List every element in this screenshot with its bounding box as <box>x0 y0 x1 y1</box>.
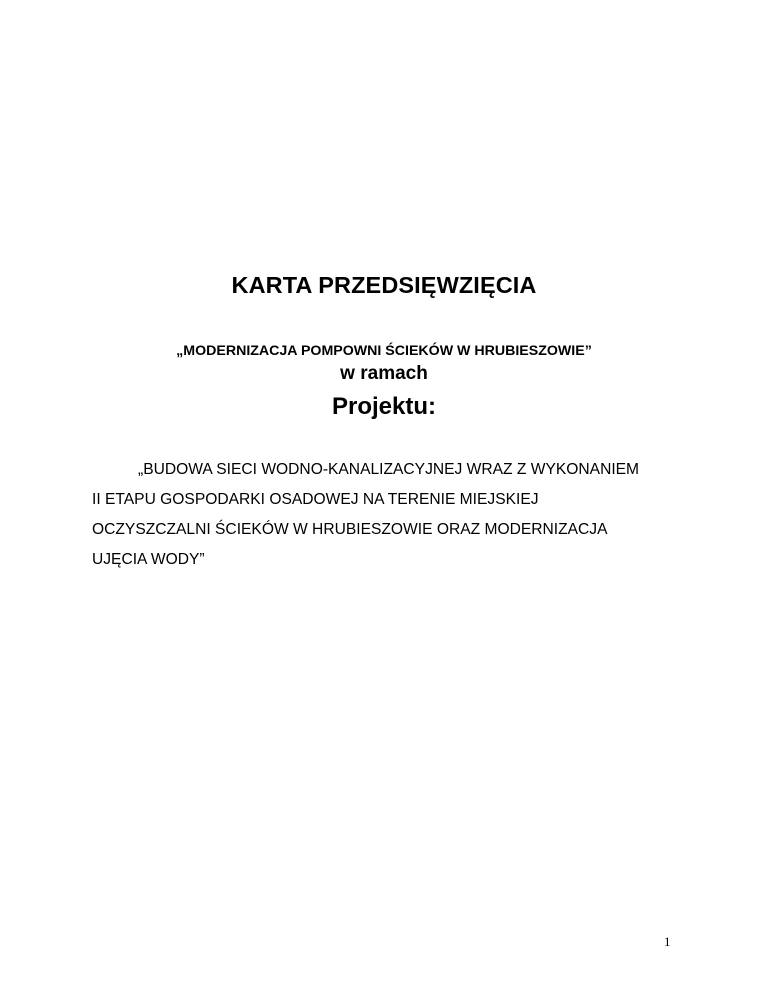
page-number: 1 <box>664 934 671 949</box>
document-subtitle: „MODERNIZACJA POMPOWNI ŚCIEKÓW W HRUBIESZOWIE” <box>176 343 592 359</box>
in-frame-label: w ramach <box>340 363 428 384</box>
project-name-paragraph: „BUDOWA SIECI WODNO-KANALIZACYJNEJ WRAZ Z WYKONANIEM II ETAPU GOSPODARKI OSADOWEJ NA TERENIE MIEJSKIEJ OCZYSZCZALNI ŚCIEKÓW W HRUBIESZOWIE ORAZ MODERNIZACJA UJĘCIA WODY” <box>92 461 640 568</box>
document-title: KARTA PRZEDSIĘWZIĘCIA <box>231 272 537 298</box>
project-label: Projektu: <box>331 393 436 420</box>
